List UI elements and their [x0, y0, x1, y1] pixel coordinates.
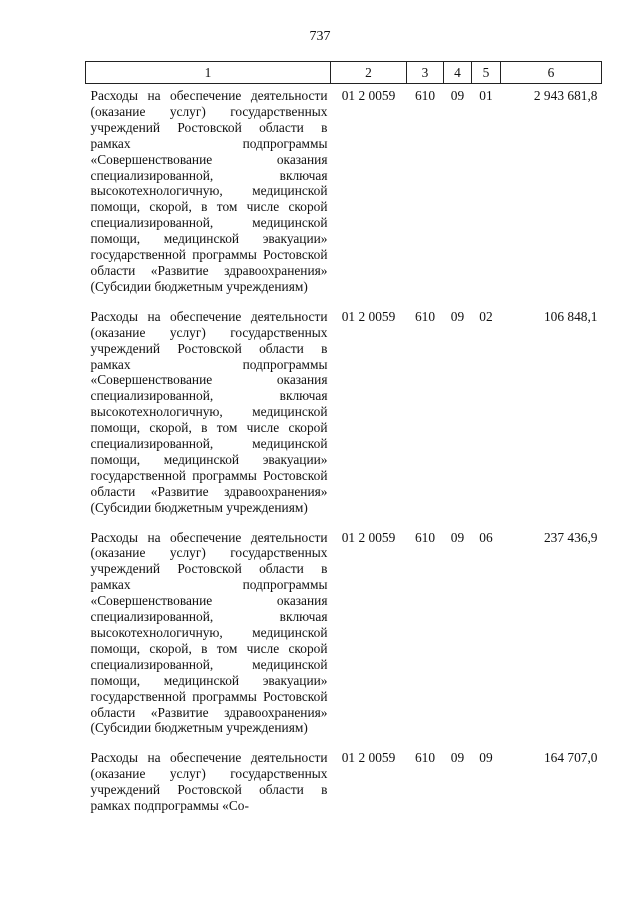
table-row [86, 305, 602, 526]
header-row [86, 62, 602, 84]
header-col-6: 6 [501, 62, 602, 84]
row-description: Расходы на обеспечение деятельности (оказание услуг) государственных учреждений Ростовской области в рамках подпрограммы «Совершенствование оказания специализированной, включая высокотехнологичную, медицинской помощи, скорой, в том числе скорой специализированной, медицинской помощи, медицинской эвакуации» государственной программы Ростовской области «Развитие здравоохранения» (Субсидии бюджетным учреждениям) [90, 529, 328, 736]
row-target-article: 01 2 0059 [341, 529, 396, 545]
row-section: 09 [450, 88, 465, 103]
row-expense-type: 610 [414, 529, 436, 545]
row-target-article: 01 2 0059 [341, 88, 396, 103]
row-subsection: 06 [479, 529, 493, 545]
table-row [86, 526, 602, 747]
table-row [86, 746, 602, 824]
row-amount: 164 707,0 [543, 750, 598, 766]
table-body [86, 84, 602, 824]
row-amount: 2 943 681,8 [533, 88, 598, 103]
row-subsection: 02 [479, 308, 493, 324]
budget-table [85, 61, 602, 824]
row-amount: 106 848,1 [543, 308, 598, 324]
header-col-3: 3 [407, 62, 444, 84]
row-section: 09 [450, 308, 465, 324]
page-number: 737 [309, 29, 331, 44]
header-col-2: 2 [331, 62, 407, 84]
header-col-4: 4 [444, 62, 472, 84]
row-expense-type: 610 [414, 750, 436, 766]
row-section: 09 [450, 750, 465, 766]
row-target-article: 01 2 0059 [341, 750, 396, 766]
row-subsection: 01 [479, 88, 493, 103]
table-header [86, 62, 602, 84]
row-section: 09 [450, 529, 465, 545]
table-row [86, 84, 602, 305]
row-target-article: 01 2 0059 [341, 308, 396, 324]
row-description: Расходы на обеспечение деятельности (оказание услуг) государственных учреждений Ростовской области в рамках подпрограммы «Совершенствование оказания специализированной, включая высокотехнологичную, медицинской помощи, скорой, в том числе скорой специализированной, медицинской помощи, медицинской эвакуации» государственной программы Ростовской области «Развитие здравоохранения» (Субсидии бюджетным учреждениям) [90, 88, 328, 294]
row-expense-type: 610 [414, 308, 436, 324]
row-expense-type: 610 [414, 88, 436, 103]
header-col-1: 1 [86, 62, 331, 84]
row-description: Расходы на обеспечение деятельности (оказание услуг) государственных учреждений Ростовской области в рамках подпрограммы «Совершенствование оказания специализированной, включая высокотехнологичную, медицинской помощи, скорой, в том числе скорой специализированной, медицинской помощи, медицинской эвакуации» государственной программы Ростовской области «Развитие здравоохранения» (Субсидии бюджетным учреждениям) [90, 308, 328, 515]
row-amount: 237 436,9 [543, 529, 598, 545]
row-subsection: 09 [479, 750, 493, 766]
header-col-5: 5 [472, 62, 501, 84]
row-description: Расходы на обеспечение деятельности (оказание услуг) государственных учреждений Ростовской области в рамках подпрограммы «Со- [90, 750, 328, 814]
